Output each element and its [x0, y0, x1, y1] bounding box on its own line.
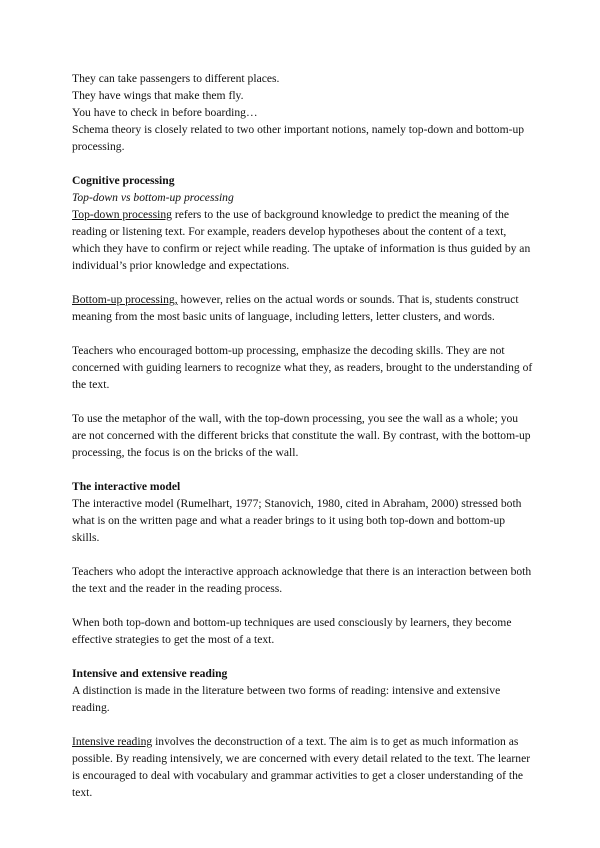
intensive-reading-paragraph	[72, 733, 534, 801]
intensive-paragraph-1: A distinction is made in the literature between two forms of reading: intensive and extensive reading.	[72, 684, 501, 714]
intro-line: They have wings that make them fly.	[72, 89, 244, 102]
document-page	[72, 70, 534, 818]
intensive-term: Intensive reading	[72, 735, 153, 748]
wall-metaphor-paragraph: To use the metaphor of the wall, with the top-down processing, you see the wall as a whole; you are not concerned with the different bricks that constitute the wall. By contrast, with the bottom-up processing, the focus is on the bricks of the wall.	[72, 412, 531, 459]
bottomup-text: however, relies on the actual words or sounds. That is, students construct meaning from the most basic units of language, including letters, letter clusters, and words.	[72, 293, 519, 323]
bottomup-paragraph	[72, 291, 534, 325]
topdown-paragraph	[72, 206, 534, 274]
section-subheading-topdown-bottomup: Top-down vs bottom-up processing	[72, 191, 234, 204]
section-heading-intensive: Intensive and extensive reading	[72, 667, 228, 680]
intro-paragraph: Schema theory is closely related to two other important notions, namely top-down and bottom-up processing.	[72, 123, 525, 153]
bottomup-term: Bottom-up processing,	[72, 293, 178, 306]
section-heading-cognitive: Cognitive processing	[72, 174, 175, 187]
intro-line: They can take passengers to different places.	[72, 72, 280, 85]
topdown-term: Top-down processing	[72, 208, 172, 221]
interactive-paragraph-3: When both top-down and bottom-up techniques are used consciously by learners, they become effective strategies to get the most of a text.	[72, 616, 512, 646]
interactive-paragraph-1: The interactive model (Rumelhart, 1977; Stanovich, 1980, cited in Abraham, 2000) stressed both what is on the written page and what a reader brings to it using both top-down and bottom-up skills.	[72, 497, 522, 544]
intro-line: You have to check in before boarding…	[72, 106, 258, 119]
interactive-paragraph-2: Teachers who adopt the interactive approach acknowledge that there is an interaction between both the text and the reader in the reading process.	[72, 565, 532, 595]
intensive-text: involves the deconstruction of a text. The aim is to get as much information as possible. By reading intensively, we are concerned with every detail related to the text. The learner is encouraged to deal with vocabulary and grammar activities to get a closer understanding of the text.	[72, 735, 531, 799]
teachers-bottomup-paragraph: Teachers who encouraged bottom-up processing, emphasize the decoding skills. They are not concerned with guiding learners to recognize what they, as readers, brought to the understanding of the text.	[72, 344, 533, 391]
topdown-text: refers to the use of background knowledge to predict the meaning of the reading or listening text. For example, readers develop hypotheses about the content of a text, which they have to confirm or reject while reading. The uptake of information is thus guided by an individual’s prior knowledge and expectations.	[72, 208, 531, 272]
section-heading-interactive: The interactive model	[72, 480, 181, 493]
